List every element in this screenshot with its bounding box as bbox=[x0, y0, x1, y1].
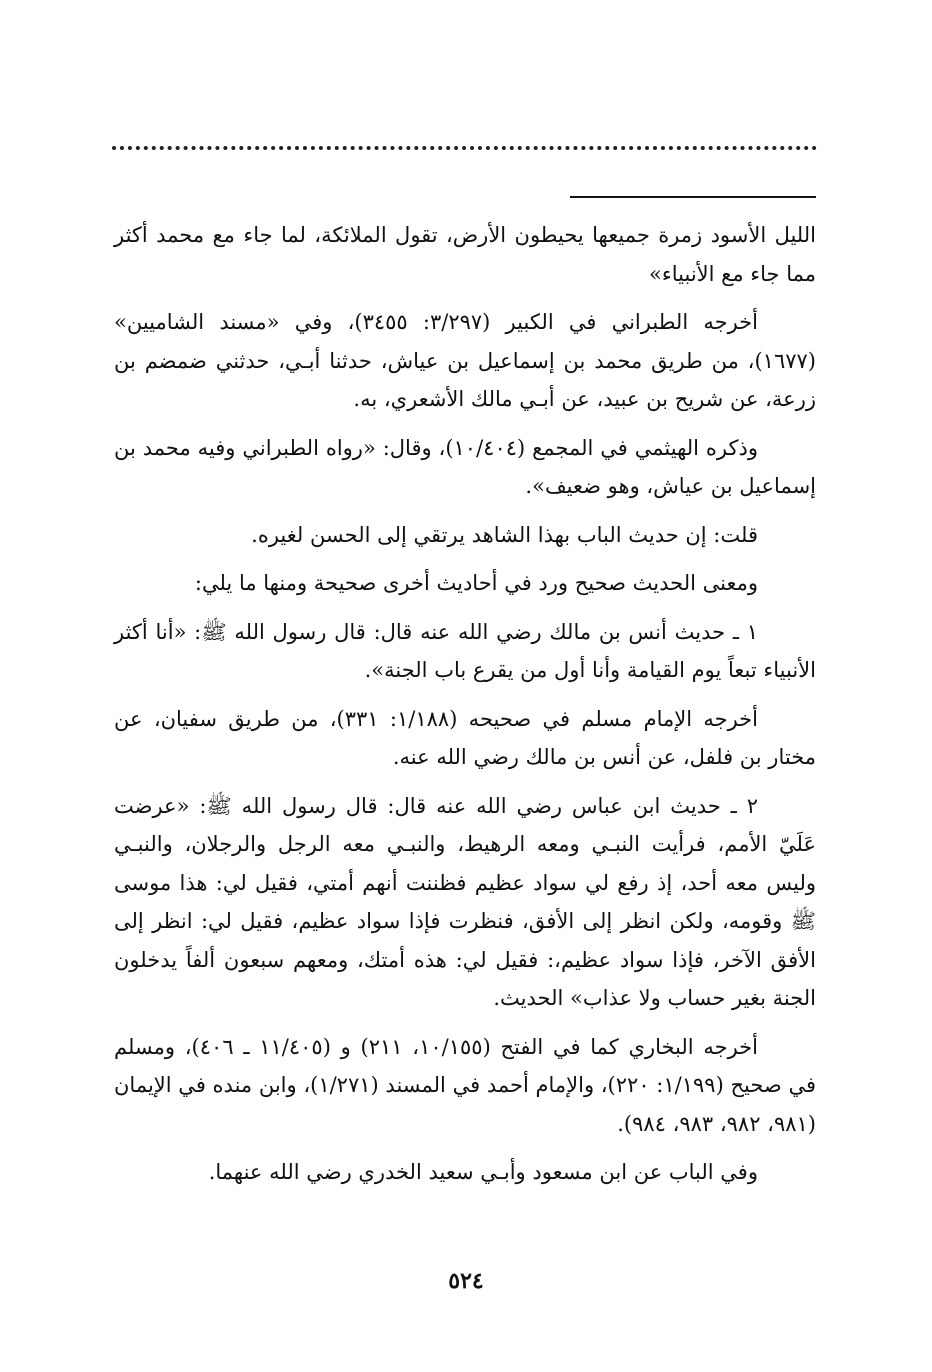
dotted-separator bbox=[112, 146, 817, 150]
paragraph-meaning: ومعنى الحديث صحيح ورد في أحاديث أخرى صحيحة ومنها ما يلي: bbox=[194, 571, 758, 595]
paragraph-takhrij-bukhari: أخرجه البخاري كما في الفتح (١٠/١٥٥، ٢١١) و (١١/٤٠٥ ـ ٤٠٦)، ومسلم في صحيح (١/١٩٩: ٢٢٠)، والإمام أحمد في المسند (١/٢٧١)، وابن منده في الإيمان (٩٨١، ٩٨٢، ٩٨٣، ٩٨٤). bbox=[114, 1034, 816, 1136]
paragraph-haythami: وذكره الهيثمي في المجمع (١٠/٤٠٤)، وقال: «رواه الطبراني وفيه محمد بن إسماعيل بن عياش، وهو ضعيف». bbox=[114, 435, 816, 498]
paragraph-other-narrations: وفي الباب عن ابن مسعود وأبـي سعيد الخدري رضي الله عنهما. bbox=[208, 1160, 758, 1184]
footnote-rule bbox=[570, 196, 816, 198]
paragraph-verdict: قلت: إن حديث الباب بهذا الشاهد يرتقي إلى الحسن لغيره. bbox=[251, 522, 758, 547]
paragraph-continuation: الليل الأسود زمرة جميعها يحيطون الأرض، تقول الملائكة، لما جاء مع محمد أكثر مما جاء مع الأنبياء» bbox=[114, 223, 816, 286]
paragraph-hadith-anas: ١ ـ حديث أنس بن مالك رضي الله عنه قال: قال رسول الله ﷺ: «أنا أكثر الأنبياء تبعاً يوم القيامة وأنا أول من يقرع باب الجنة». bbox=[114, 619, 816, 682]
paragraph-takhrij-tabarani: أخرجه الطبراني في الكبير (٣/٢٩٧: ٣٤٥٥)، وفي «مسند الشاميين» (١٦٧٧)، من طريق محمد بن إسماعيل بن عياش، حدثنا أبـي، حدثني ضمضم بن زرعة، عن شريح بن عبيد، عن أبـي مالك الأشعري، به. bbox=[114, 310, 816, 411]
body-text bbox=[114, 216, 816, 1202]
paragraph-takhrij-muslim: أخرجه الإمام مسلم في صحيحه (١/١٨٨: ٣٣١)، من طريق سفيان، عن مختار بن فلفل، عن أنس بن مالك رضي الله عنه. bbox=[114, 706, 816, 769]
page-number: ٥٢٤ bbox=[448, 1268, 484, 1294]
paragraph-hadith-ibn-abbas: ٢ ـ حديث ابن عباس رضي الله عنه قال: قال رسول الله ﷺ: «عرضت عَلَيّ الأمم، فرأيت النبـي ومعه الرهيط، والنبـي معه الرجل والرجلان، والنبـي وليس معه أحد، إذ رفع لي سواد عظيم فظننت أنهم أمتي، فقيل لي: هذا موسى ﷺ وقومه، ولكن انظر إلى الأفق، فنظرت فإذا سواد عظيم، فقيل لي: انظر إلى الأفق الآخر، فإذا سواد عظيم،: فقيل لي: هذه أمتك، ومعهم سبعون ألفاً يدخلون الجنة بغير حساب ولا عذاب» الحديث. bbox=[114, 793, 816, 1010]
